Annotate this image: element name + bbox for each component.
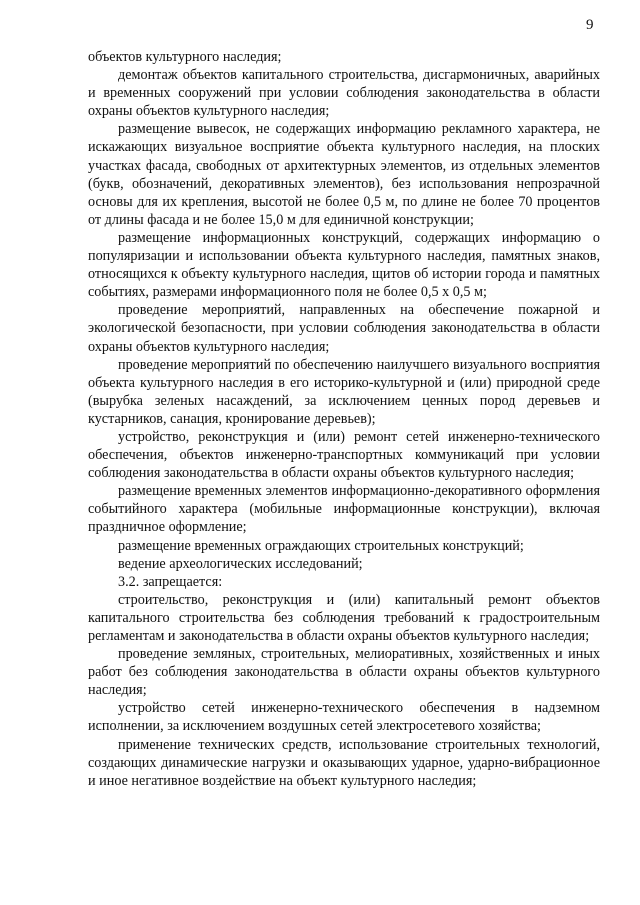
paragraph: размещение информационных конструкций, содержащих информацию о популяризации и использовании объекта культурного наследия, памятных знаков, относящихся к объекту культурного наследия, щитов об истории города и памятных событиях, размерами информационного поля не более 0,5 х 0,5 м; bbox=[88, 229, 600, 301]
paragraph: устройство сетей инженерно-технического обеспечения в надземном исполнении, за исключением воздушных сетей электросетевого хозяйства; bbox=[88, 700, 600, 735]
paragraph: размещение временных ограждающих строительных конструкций; bbox=[118, 537, 524, 554]
page-number: 9 bbox=[586, 17, 594, 33]
paragraph: проведение земляных, строительных, мелиоративных, хозяйственных и иных работ без соблюдения законодательства в области охраны объектов культурного наследия; bbox=[88, 646, 600, 699]
paragraph: строительство, реконструкция и (или) капитальный ремонт объектов капитального строительства без соблюдения требований к градостроительным регламентам и законодательства в области охраны объектов культурного наследия; bbox=[88, 591, 600, 644]
paragraph: размещение временных элементов информационно-декоративного оформления событийного характера (мобильные информационные конструкции), включая праздничное оформление; bbox=[88, 483, 600, 536]
paragraph: объектов культурного наследия; bbox=[88, 49, 282, 65]
paragraph: проведение мероприятий по обеспечению наилучшего визуального восприятия объекта культурного наследия в его историко-культурной и (или) природной среде (вырубка зеленых насаждений, за исключением ценных пород деревьев и кустарников, санация, кронирование деревьев); bbox=[88, 356, 600, 427]
paragraph: устройство, реконструкция и (или) ремонт сетей инженерно-технического обеспечения, объектов инженерно-транспортных коммуникаций при условии соблюдения законодательства в области охраны объектов культурного наследия; bbox=[88, 428, 600, 482]
paragraph: размещение вывесок, не содержащих информацию рекламного характера, не искажающих визуальное восприятие объекта культурного наследия, на плоских участках фасада, свободных от архитектурных элементов, из отдельных элементов (букв, обозначений, декоративных элементов), без использования непрозрачной основы для их крепления, высотой не более 0,5 м, по длине не более 70 процентов от длины фасада и не более 15,0 м для единичной конструкции; bbox=[88, 121, 600, 228]
paragraph: применение технических средств, использование строительных технологий, создающих динамические нагрузки и оказывающих ударное, ударно-вибрационное и иное негативное воздействие на объект культурного наследия; bbox=[88, 736, 600, 789]
paragraph: ведение археологических исследований; bbox=[118, 555, 363, 572]
section-heading: 3.2. запрещается: bbox=[118, 573, 223, 590]
document-body bbox=[88, 48, 600, 790]
paragraph: проведение мероприятий, направленных на обеспечение пожарной и экологической безопасности, при условии соблюдения законодательства в области охраны объектов культурного наследия; bbox=[88, 302, 600, 355]
paragraph: демонтаж объектов капитального строительства, дисгармоничных, аварийных и временных сооружений при условии соблюдения законодательства в области охраны объектов культурного наследия; bbox=[88, 67, 600, 120]
